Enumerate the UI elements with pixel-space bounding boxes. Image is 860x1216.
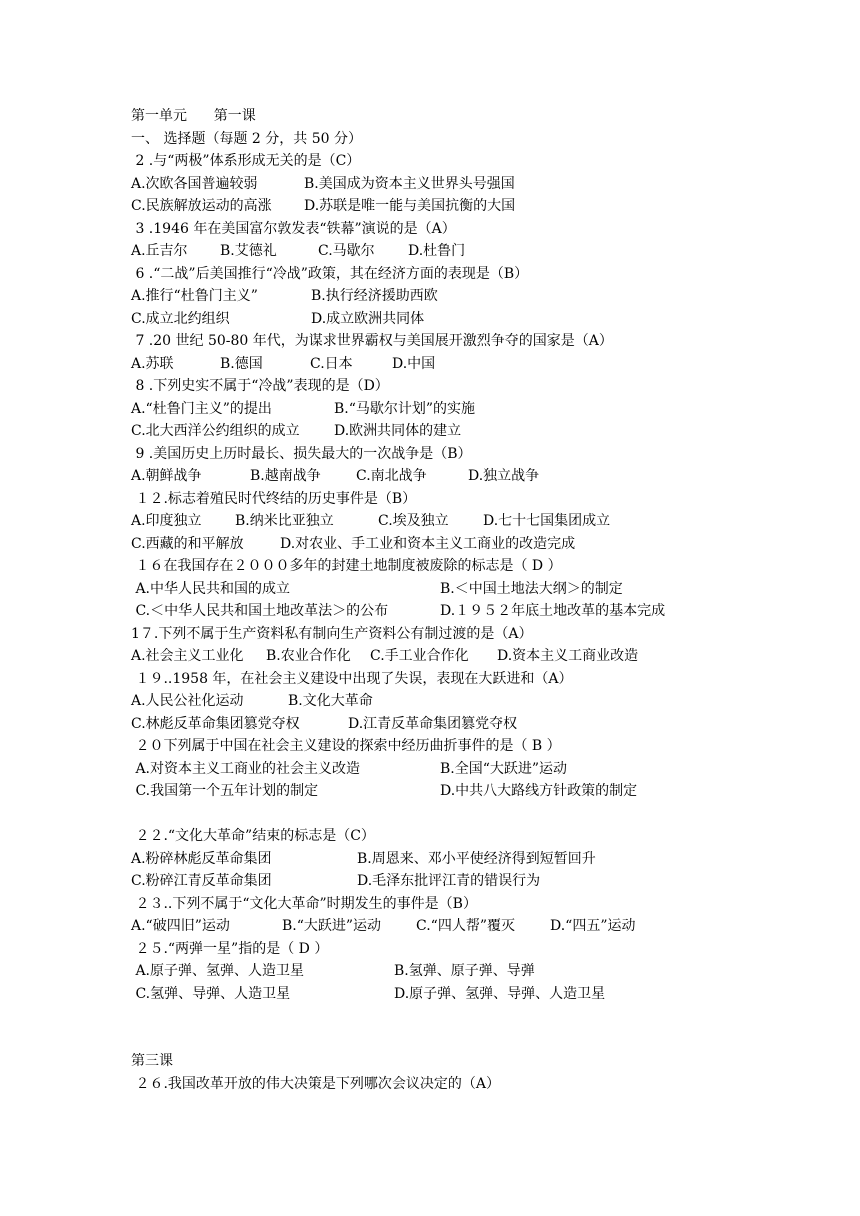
- option-a: A.丘吉尔: [131, 243, 188, 259]
- option-d: D.杜鲁门: [408, 243, 466, 259]
- option-c: C.林彪反革命集团篡党夺权: [131, 715, 300, 732]
- option-a: A.苏联: [131, 355, 174, 372]
- question-26-stem: ２６.我国改革开放的伟大决策是下列哪次会议决定的（A）: [131, 1075, 501, 1092]
- option-b: B.艾德礼: [220, 243, 277, 259]
- question-22-stem: ２２.“文化大革命”结束的标志是（C）: [131, 828, 375, 844]
- option-c: C.氢弹、导弹、人造卫星: [131, 985, 291, 1002]
- question-25-stem: ２５.“两弹一星”指的是（ D ）: [131, 940, 329, 957]
- option-c: C.＜中华人民共和国土地改革法＞的公布: [131, 603, 389, 619]
- unit-heading: 第一单元 第一课: [131, 108, 256, 124]
- option-c: C.埃及独立: [378, 513, 449, 529]
- question-23-options-row: [131, 915, 831, 938]
- option-b: B.德国: [220, 355, 263, 372]
- section-heading: 一、 选择题（每题 2 分，共 50 分）: [131, 130, 362, 147]
- option-a: A.人民公社化运动: [131, 693, 244, 709]
- option-b: B.全国“大跃进”运动: [440, 760, 568, 777]
- option-b: B.＜中国土地法大纲＞的制定: [440, 580, 623, 597]
- question-22-options-row-2: [131, 870, 831, 893]
- option-d: D.１９５２年底土地改革的基本完成: [440, 603, 666, 619]
- question-6-options-row-2: [131, 308, 831, 331]
- blank-line: [131, 803, 831, 826]
- question-22-options-row-1: [131, 848, 831, 871]
- option-d: D.毛泽东批评江青的错误行为: [357, 873, 541, 889]
- question-16-options-row-1: [131, 578, 831, 601]
- question-12-stem: １２.标志着殖民时代终结的历史事件是（B）: [131, 490, 417, 507]
- question-8-stem: 8 .下列史实不属于“冷战”表现的是（D）: [131, 378, 389, 394]
- question-3-options-row: [131, 240, 831, 263]
- option-a: A.“杜鲁门主义”的提出: [131, 400, 272, 417]
- question-2-stem: 2 .与“两极”体系形成无关的是（C）: [131, 153, 361, 169]
- question-8-options-row-1: [131, 398, 831, 421]
- question-6-options-row-1: [131, 285, 831, 308]
- option-c: C.“四人帮”覆灭: [416, 918, 515, 934]
- option-a: A.粉碎林彪反革命集团: [131, 850, 272, 867]
- option-c: C.北大西洋公约组织的成立: [131, 423, 300, 439]
- option-a: A.中华人民共和国的成立: [131, 580, 291, 597]
- option-b: B.周恩来、邓小平使经济得到短暂回升: [357, 850, 596, 867]
- option-a: A.“破四旧”运动: [131, 918, 230, 934]
- question-20-stem: ２０下列属于中国在社会主义建设的探索中经历曲折事件的是（ B ）: [131, 738, 561, 754]
- question-9-stem: 9 .美国历史上历时最长、损失最大的一次战争是（B）: [131, 445, 472, 462]
- question-3-stem: 3 .1946 年在美国富尔敦发表“铁幕”演说的是（A）: [131, 220, 456, 237]
- option-a: A.原子弹、氢弹、人造卫星: [131, 963, 305, 979]
- option-c: C.日本: [310, 355, 353, 372]
- question-19-stem: １９..1958 年，在社会主义建设中出现了失误，表现在大跃进和（A）: [131, 670, 573, 687]
- question-9-options-row: [131, 465, 831, 488]
- question-17-stem: 1７.下列不属于生产资料私有制向生产资料公有制过渡的是（A）: [131, 625, 533, 642]
- option-c: C.手工业合作化: [370, 648, 469, 664]
- option-d: D.中共八大路线方针政策的制定: [440, 783, 638, 799]
- option-c: C.西藏的和平解放: [131, 535, 244, 552]
- option-b: B.美国成为资本主义世界头号强国: [304, 175, 515, 192]
- option-c: C.民族解放运动的高涨: [131, 198, 272, 214]
- question-2-options-row-2: [131, 195, 831, 218]
- question-23-stem: ２３..下列不属于“文化大革命”时期发生的事件是（B）: [131, 895, 477, 912]
- question-2-options-row-1: [131, 173, 831, 196]
- question-25-options-row-1: [131, 960, 831, 983]
- option-d: D.江青反革命集团篡党夺权: [348, 715, 518, 732]
- option-a: A.对资本主义工商业的社会主义改造: [131, 760, 361, 777]
- blank-lines: [131, 1005, 831, 1050]
- option-d: D.成立欧洲共同体: [311, 310, 425, 327]
- option-c: C.成立北约组织: [131, 310, 230, 327]
- question-7-options-row: [131, 353, 831, 376]
- question-7-stem: 7 .20 世纪 50-80 年代，为谋求世界霸权与美国展开激烈争夺的国家是（A）: [131, 333, 613, 349]
- option-a: A.社会主义工业化: [131, 648, 244, 664]
- option-a: A.朝鲜战争: [131, 468, 202, 484]
- option-d: D.中国: [392, 355, 436, 372]
- question-20-options-row-2: [131, 780, 831, 803]
- option-d: D.欧洲共同体的建立: [334, 423, 462, 439]
- option-a: A.印度独立: [131, 513, 202, 529]
- option-d: D.原子弹、氢弹、导弹、人造卫星: [394, 985, 606, 1002]
- question-14-options-row: [131, 533, 831, 556]
- question-12-options-row: [131, 510, 831, 533]
- option-a: A.次欧各国普遍较弱: [131, 175, 258, 192]
- question-20-options-row-1: [131, 758, 831, 781]
- option-b: B.纳米比亚独立: [235, 513, 334, 529]
- option-b: B.“大跃进”运动: [282, 918, 382, 934]
- option-b: B.氢弹、原子弹、导弹: [394, 963, 535, 979]
- question-25-options-row-2: [131, 983, 831, 1006]
- option-a: A.推行“杜鲁门主义”: [131, 288, 258, 304]
- document-body: [131, 105, 831, 1095]
- option-b: B.农业合作化: [266, 648, 351, 664]
- option-b: B.“马歇尔计划”的实施: [334, 400, 476, 417]
- option-c: C.南北战争: [356, 468, 427, 484]
- question-19-options-row-1: [131, 690, 831, 713]
- question-19-options-row-2: [131, 713, 831, 736]
- question-6-stem: 6 .“二战”后美国推行“冷战”政策，其在经济方面的表现是（B）: [131, 265, 529, 282]
- lesson-heading: 第三课: [131, 1053, 173, 1069]
- option-b: B.执行经济援助西欧: [311, 288, 438, 304]
- question-16-stem: １６在我国存在２０００多年的封建土地制度被废除的标志是（ D ）: [131, 558, 562, 574]
- option-d: D.七十七国集团成立: [483, 513, 611, 529]
- option-b: B.文化大革命: [288, 693, 373, 709]
- option-d: D.“四五”运动: [550, 918, 636, 934]
- option-d: D.资本主义工商业改造: [497, 648, 639, 664]
- question-8-options-row-2: [131, 420, 831, 443]
- option-c: C.我国第一个五年计划的制定: [131, 783, 319, 799]
- option-d: D.对农业、手工业和资本主义工商业的改造完成: [280, 535, 576, 552]
- option-d: D.苏联是唯一能与美国抗衡的大国: [304, 198, 516, 214]
- option-c: C.粉碎江青反革命集团: [131, 873, 272, 889]
- option-b: B.越南战争: [250, 468, 321, 484]
- option-c: C.马歇尔: [318, 243, 375, 259]
- question-16-options-row-2: [131, 600, 831, 623]
- question-17-options-row: [131, 645, 831, 668]
- option-d: D.独立战争: [468, 468, 540, 484]
